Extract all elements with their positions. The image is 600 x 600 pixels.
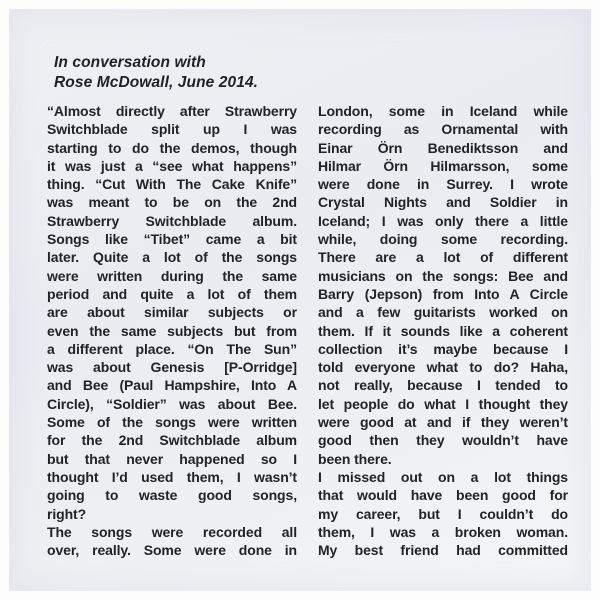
page-background	[9, 9, 591, 591]
text-line: Barry (Jepson) from Into A Circle	[318, 285, 568, 302]
text-line: later. Quite a lot of the songs	[47, 249, 297, 266]
text-line: The songs were recorded all	[47, 523, 297, 540]
text-line: my career, but I couldn’t do	[318, 505, 568, 522]
text-line: Crystal Nights and Soldier in	[318, 194, 568, 211]
text-line: Hilmar Örn Hilmarsson, some	[318, 157, 568, 174]
text-line: are about similar subjects or	[47, 304, 297, 321]
text-line: Strawberry Switchblade album.	[47, 212, 297, 229]
text-line: and a few guitarists worked on	[318, 304, 568, 321]
text-line: them, I was a broken woman.	[318, 523, 568, 540]
text-line: let people do what I thought they	[318, 395, 568, 412]
text-line: My best friend had committed	[318, 542, 568, 559]
text-line: a different place. “On The Sun”	[47, 340, 297, 357]
text-line: not really, because I tended to	[318, 377, 568, 394]
text-line: going to waste good songs,	[47, 487, 297, 504]
text-column-right	[318, 102, 568, 559]
text-line: that would have been good for	[318, 487, 568, 504]
text-line: Iceland; I was only there a little	[318, 212, 568, 229]
text-line: recording as Ornamental with	[318, 121, 568, 138]
text-line: over, really. Some were done in	[47, 542, 297, 559]
title-line-2: Rose McDowall, June 2014.	[54, 73, 259, 91]
text-line: were good at and if they weren’t	[318, 414, 568, 431]
text-line: Circle), “Soldier” was about Bee.	[47, 395, 297, 412]
text-line: collection it’s maybe because I	[318, 340, 568, 357]
text-line: was meant to be on the 2nd	[47, 194, 297, 211]
text-line: musicians on the songs: Bee and	[318, 267, 568, 284]
text-line: Songs like “Tibet” came a bit	[47, 231, 297, 248]
text-line: were written during the same	[47, 267, 297, 284]
text-line: it was just a “see what happens”	[47, 157, 297, 174]
text-line: “Almost directly after Strawberry	[47, 103, 297, 119]
text-line: Switchblade split up I was	[47, 121, 297, 138]
text-line: them. If it sounds like a coherent	[318, 322, 568, 339]
text-line: There are a lot of different	[318, 249, 568, 266]
text-line: thing. “Cut With The Cake Knife”	[47, 176, 297, 193]
text-line: starting to do the demos, though	[47, 139, 297, 156]
text-line: Some of the songs were written	[47, 414, 297, 431]
text-line: and Bee (Paul Hampshire, Into A	[47, 377, 297, 394]
text-line: period and quite a lot of them	[47, 285, 297, 302]
text-line: while, doing some recording.	[318, 231, 568, 248]
page-title	[54, 53, 258, 92]
text-line: been there.	[318, 450, 392, 467]
text-line: London, some in Iceland while	[318, 103, 568, 119]
text-line: good then they wouldn’t have	[318, 432, 568, 449]
text-line: were done in Surrey. I wrote	[318, 176, 568, 193]
title-line-1: In conversation with	[54, 54, 206, 71]
text-line: even the same subjects but from	[47, 322, 297, 339]
text-line: Einar Örn Benediktsson and	[318, 139, 568, 156]
text-line: told everyone what to do? Haha,	[318, 359, 568, 376]
text-line: I missed out on a lot things	[318, 468, 568, 485]
text-line: but that never happened so I	[47, 450, 297, 467]
text-line: was about Genesis [P-Orridge]	[47, 359, 297, 376]
text-line: thought I’d used them, I wasn’t	[47, 468, 297, 485]
text-line: right?	[47, 505, 87, 522]
text-line: for the 2nd Switchblade album	[47, 432, 297, 449]
text-column-left	[47, 102, 297, 559]
